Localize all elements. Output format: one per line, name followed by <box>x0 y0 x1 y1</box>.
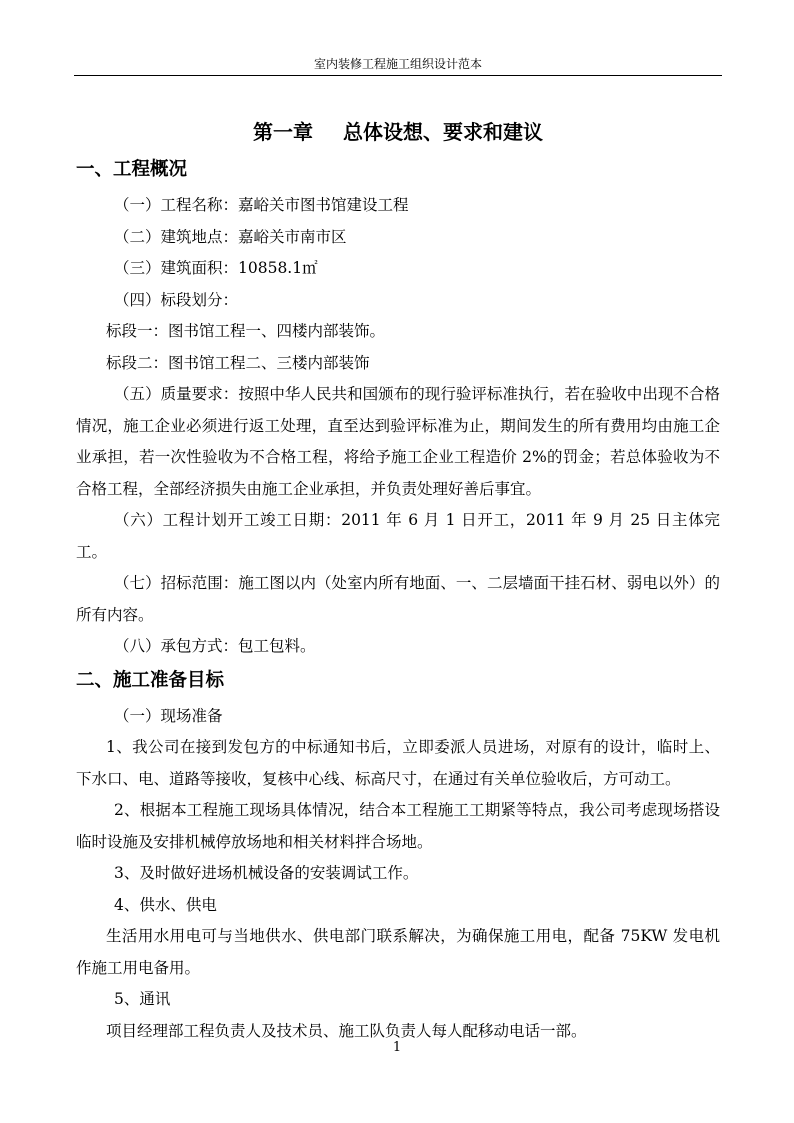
item-location: （二）建筑地点：嘉峪关市南市区 <box>114 227 347 246</box>
lot-two: 标段二：图书馆工程二、三楼内部装饰 <box>106 353 370 372</box>
sub-site-preparation: （一）现场准备 <box>114 706 223 725</box>
section-heading-2: 二、施工准备目标 <box>76 669 225 691</box>
item-area: （三）建筑面积：10858.1㎡ <box>114 259 318 277</box>
section-heading-1: 一、工程概况 <box>76 159 188 180</box>
page-header: 室内装修工程施工组织设计范本 <box>74 57 722 76</box>
item-contract: （八）承包方式：包工包料。 <box>114 637 316 655</box>
item-quality: （五）质量要求：按照中华人民共和国颁布的现行验评标准执行，若在验收中出现不合格情况，施工企业必须进行返工处理，直至达到验评标准为止，期间发生的所有费用均由施工企业承担，若一次性验收为不合格工程，将给予施工企业工程造价 2%的罚金；若总体验收为不合格工程，全部经济损失由施工企业承担，并负责处理好善后事宜。 <box>76 385 720 498</box>
page-number: 1 <box>392 1040 402 1055</box>
item-schedule: （六）工程计划开工竣工日期：2011 年 6 月 1 日开工，2011 年 9 月 25 日主体完工。 <box>76 511 720 561</box>
para-2: 2、根据本工程施工现场具体情况，结合本工程施工工期紧等特点，我公司考虑现场搭设临时设施及安排机械停放场地和相关材料拌合场地。 <box>76 801 720 851</box>
para-5: 生活用水用电可与当地供水、供电部门联系解决，为确保施工用电，配备 75KW 发电机作施工用电备用。 <box>76 927 720 977</box>
chapter-number: 第一章 <box>253 120 313 144</box>
para-6: 5、通讯 <box>114 990 171 1008</box>
para-4: 4、供水、供电 <box>114 895 217 914</box>
para-7: 项目经理部工程负责人及技术员、施工队负责人每人配移动电话一部。 <box>106 1021 587 1040</box>
document-body <box>76 118 720 1047</box>
para-1: 1、我公司在接到发包方的中标通知书后，立即委派人员进场，对原有的设计，临时上、下水口、电、道路等接收，复核中心线、标高尺寸，在通过有关单位验收后，方可动工。 <box>76 738 720 788</box>
para-3: 3、及时做好进场机械设备的安装调试工作。 <box>114 864 419 882</box>
chapter-title <box>76 118 720 146</box>
lot-one: 标段一：图书馆工程一、四楼内部装饰。 <box>106 322 386 340</box>
item-lots: （四）标段划分： <box>114 290 239 309</box>
chapter-heading: 总体设想、要求和建议 <box>343 120 543 144</box>
item-project-name: （一）工程名称：嘉峪关市图书馆建设工程 <box>114 196 409 214</box>
item-scope: （七）招标范围：施工图以内（处室内所有地面、一、二层墙面干挂石材、弱电以外）的所有内容。 <box>76 574 720 624</box>
